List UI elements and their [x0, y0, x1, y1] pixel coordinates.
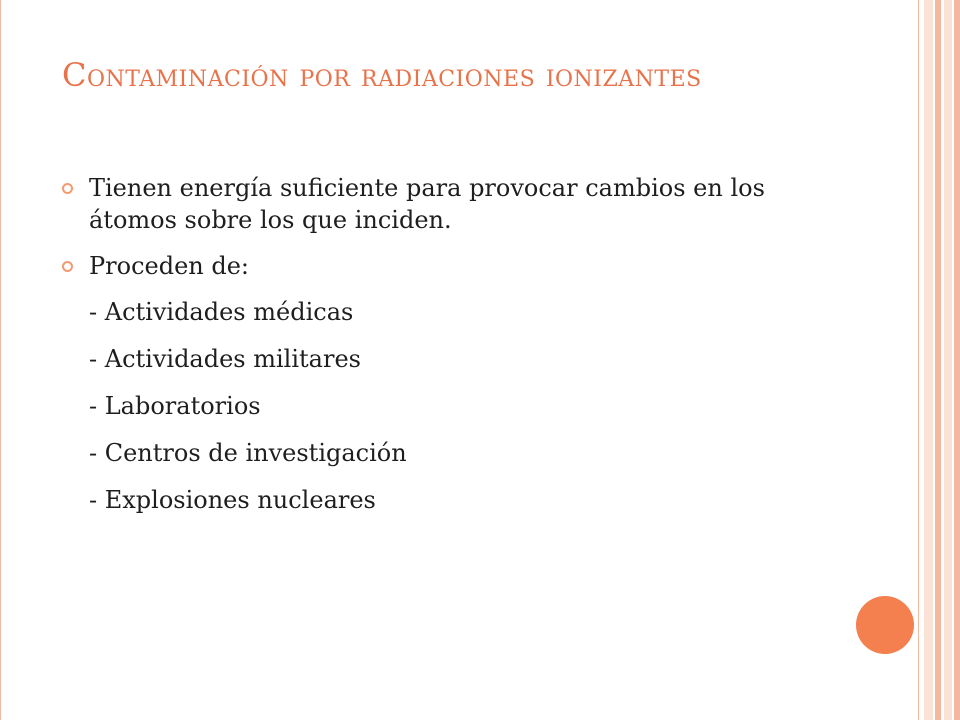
decorative-stripe: [954, 0, 960, 720]
sub-item: - Laboratorios: [89, 392, 261, 420]
slide-body: [62, 172, 842, 531]
bullet-text: Tienen energía suficiente para provocar cambios en los átomos sobre los que inciden.: [89, 174, 765, 234]
bullet-icon: [62, 183, 73, 194]
sub-item: - Explosiones nucleares: [89, 486, 376, 514]
decorative-stripe: [924, 0, 933, 720]
bullet-text: Proceden de:: [89, 252, 250, 280]
bullet-item: [62, 250, 842, 282]
bullet-icon: [62, 261, 73, 272]
sub-item: - Actividades militares: [89, 345, 361, 373]
slide-title: Contaminación por radiaciones ionizantes: [62, 56, 702, 94]
bullet-item: [62, 172, 842, 236]
decorative-stripe: [944, 0, 952, 720]
sub-item: - Actividades médicas: [89, 298, 354, 326]
decorative-circle: [856, 596, 914, 654]
sub-item: - Centros de investigación: [89, 439, 407, 467]
